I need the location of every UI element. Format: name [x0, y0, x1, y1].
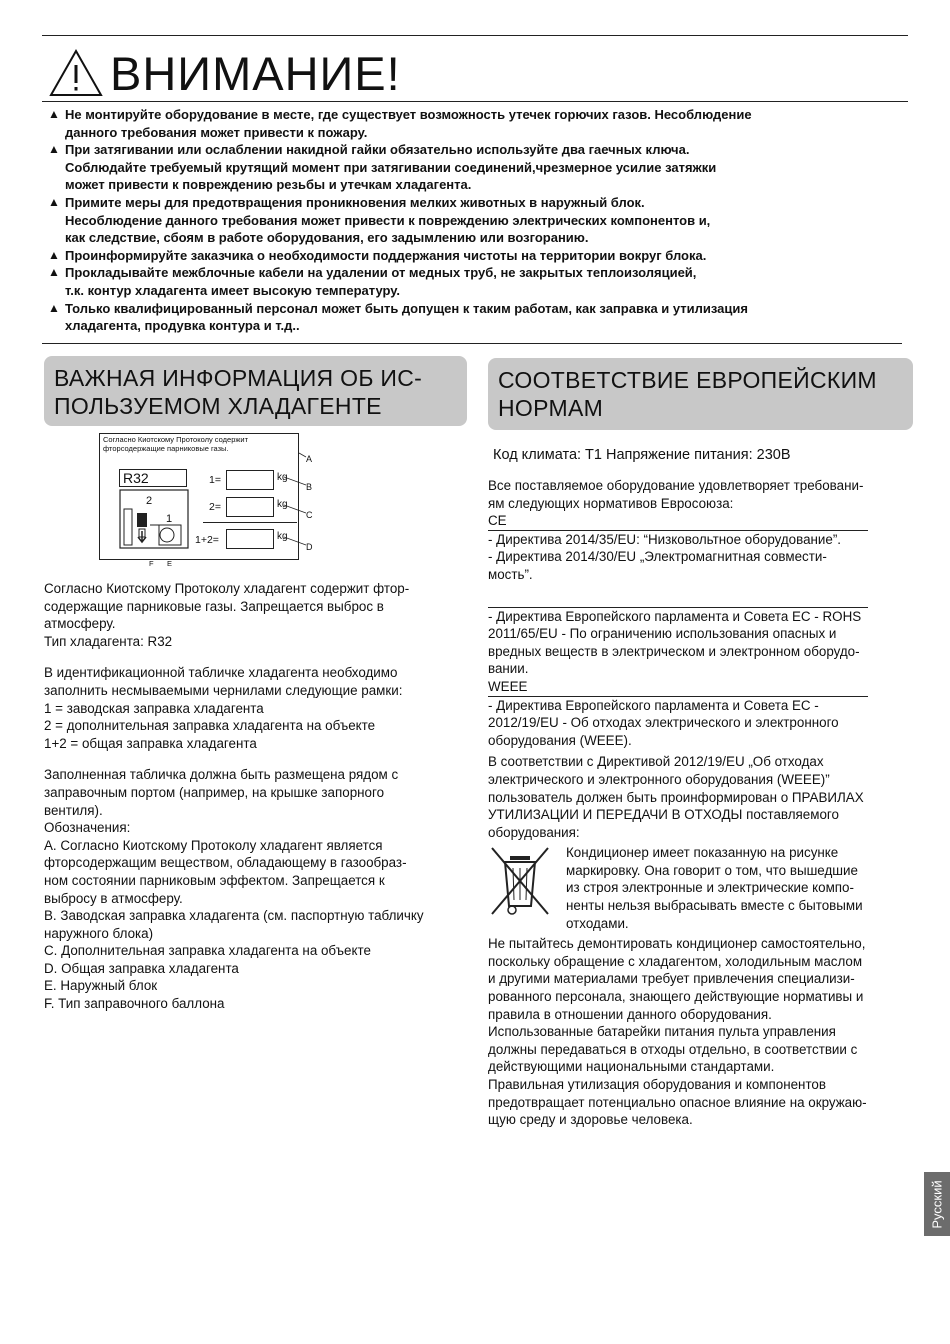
weee-label: WEEE: [488, 678, 868, 697]
warning-bullet-icon: ▲: [48, 247, 60, 262]
outdoor-unit-icon: [119, 489, 191, 553]
label-note: Согласно Киотскому Протоколу содержит фторсодержащие парниковые газы.: [103, 435, 249, 453]
refrigerant-text: [44, 580, 464, 1013]
field-2-box: [226, 497, 274, 517]
refrigerant-para-1: Согласно Киотскому Протоколу хладагент содержит фтор- содержащие парниковые газы. Запрещается выброс в атмосферу. Тип хладагента: R32: [44, 581, 410, 649]
field-2-unit: kg: [277, 499, 288, 510]
field-total-box: [226, 529, 274, 549]
callout-e: E: [167, 559, 173, 568]
eu-compliance-heading: СООТВЕТСТВИЕ ЕВРОПЕЙСКИМ НОРМАМ: [488, 358, 913, 430]
callout-b: B: [306, 482, 313, 492]
label-number-1: 1: [166, 513, 173, 525]
bin-marking-text: Кондиционер имеет показанную на рисунке маркировку. Она говорит о том, что вышедшие из строя электронные и электрические компо- ненты нельзя выбрасывать вместе с бытовыми отходами.: [566, 845, 863, 931]
climate-code: Код климата: T1 Напряжение питания: 230В: [493, 447, 791, 463]
warning-title-rule: [42, 101, 908, 102]
label-number-2: 2: [146, 495, 153, 507]
warning-bullet-icon: ▲: [48, 142, 60, 157]
warning-item: ▲ Не монтируйте оборудование в месте, где существует возможность утечек горючих газов. Несоблюдение данного требования может привести к пожару.: [48, 107, 752, 140]
warning-item: ▲ Примите меры для предотвращения проникновения мелких животных в наружный блок. Несоблюдение данного требования может привести к повреждению электрических компонентов и, как следствие, сбоям в работе оборудования, его задымлению или возгоранию.: [48, 194, 711, 246]
callout-a: A: [306, 454, 313, 464]
callout-c: C: [306, 510, 313, 520]
warning-list: [48, 106, 848, 335]
warning-bullet-icon: ▲: [48, 194, 60, 209]
warning-triangle-icon: [48, 48, 104, 98]
weee-directive: - Директива Европейского парламента и Совета ЕС - 2012/19/EU - Об отходах электрического и электронного оборудования (WEEE).: [488, 697, 839, 748]
ce-label: CE: [488, 512, 868, 531]
warning-bullet-icon: ▲: [48, 300, 60, 315]
ce-directives: - Директива 2014/35/EU: “Низковольтное оборудование”. - Директива 2014/30/EU „Электромагнитная совмести- мость”.: [488, 531, 842, 582]
field-total-unit: kg: [277, 531, 288, 542]
refrigerant-type-box: R32: [119, 469, 187, 487]
warning-item: ▲ Проинформируйте заказчика о необходимости поддержания чистоты на территории вокруг блока.: [48, 247, 707, 263]
refrigerant-para-2: В идентификационной табличке хладагента необходимо заполнить несмываемыми чернилами следующие рамки: 1 = заводская заправка хладагента 2 = дополнительная заправка хладагента на объекте 1+2 = общая заправка хладагента: [44, 665, 403, 751]
warning-bullet-icon: ▲: [48, 107, 60, 121]
warning-bullet-icon: ▲: [48, 265, 60, 280]
section-rule: [42, 343, 902, 344]
disposal-text: Не пытайтесь демонтировать кондиционер самостоятельно, поскольку обращение с хладагентом, холодильным маслом и другими материалами требует привлечения специализи- рованного персонала, знающего действующие нормативы и правила в отношении данного оборудования. Использованные батарейки питания пульта управления должны передаваться в отходы отдельно, в соответствии с действующими национальными стандартами. Правильная утилизация оборудования и компонентов предотвращает потенциально опасное влияние на окружаю- щую среду и здоровье человека.: [488, 936, 867, 1128]
callout-d: D: [306, 542, 313, 552]
refrigerant-section-heading: ВАЖНАЯ ИНФОРМАЦИЯ ОБ ИС- ПОЛЬЗУЕМОМ ХЛАДАГЕНТЕ: [44, 356, 467, 426]
refrigerant-para-3: Заполненная табличка должна быть размещена рядом с заправочным портом (например, на крышке запорного вентиля). Обозначения: A. Согласно Киотскому Протоколу хладагент является фторсодержащим веществом, обладающему в газообраз- ном состоянии парниковым эффектом. Запрещается к выбросу в атмосферу. B. Заводская заправка хладагента (см. паспортную табличку наружного блока) C. Дополнительная заправка хладагента на объекте D. Общая заправка хладагента E. Наружный блок F. Тип заправочного баллона: [44, 767, 424, 1012]
language-tab: Русский: [924, 1172, 950, 1236]
eu-intro: Все поставляемое оборудование удовлетворяет требовани- ям следующих нормативов Евросоюза:: [488, 478, 864, 511]
sum-line: [203, 522, 297, 523]
crossed-bin-icon: [488, 844, 558, 920]
warning-item: ▲ Прокладывайте межблочные кабели на удалении от медных труб, не закрытых теплоизоляцией, т.к. контур хладагента имеет высокую температуру.: [48, 265, 697, 298]
weee-bin-block: [488, 844, 908, 932]
warning-title: ВНИМАНИЕ!: [110, 46, 401, 100]
weee-info: В соответствии с Директивой 2012/19/EU „Об отходах электрического и электронного оборудования (WEEE)” пользователь должен быть проинформирован о ПРАВИЛАХ УТИЛИЗАЦИИ И ПЕРЕДАЧИ В ОТХОДЫ поставляемого оборудования:: [488, 754, 864, 840]
eu-compliance-text: [488, 477, 908, 1129]
warning-item: ▲ При затягивании или ослаблении накидной гайки обязательно используйте два гаечных ключа. Соблюдайте требуемый крутящий момент при затягивании соединений,чрезмерное усилие затяжки может привести к повреждению резьбы и утечкам хладагента.: [48, 142, 717, 193]
top-rule: [42, 35, 908, 36]
field-1-unit: kg: [277, 472, 288, 483]
field-1-label: 1=: [209, 474, 221, 486]
warning-header: [48, 44, 401, 102]
refrigerant-label-diagram: [99, 433, 329, 568]
field-total-label: 1+2=: [195, 534, 219, 546]
field-2-label: 2=: [209, 501, 221, 513]
rohs-rule: [488, 601, 868, 608]
field-1-box: [226, 470, 274, 490]
warning-item: ▲ Только квалифицированный персонал может быть допущен к таким работам, как заправка и утилизация хладагента, продувка контура и т.д..: [48, 300, 748, 334]
callout-f: F: [149, 559, 154, 568]
rohs-directive: - Директива Европейского парламента и Совета ЕС - ROHS 2011/65/EU - По ограничению использования опасных и вредных веществ в электрическом и электронном оборудо- вании.: [488, 608, 862, 677]
